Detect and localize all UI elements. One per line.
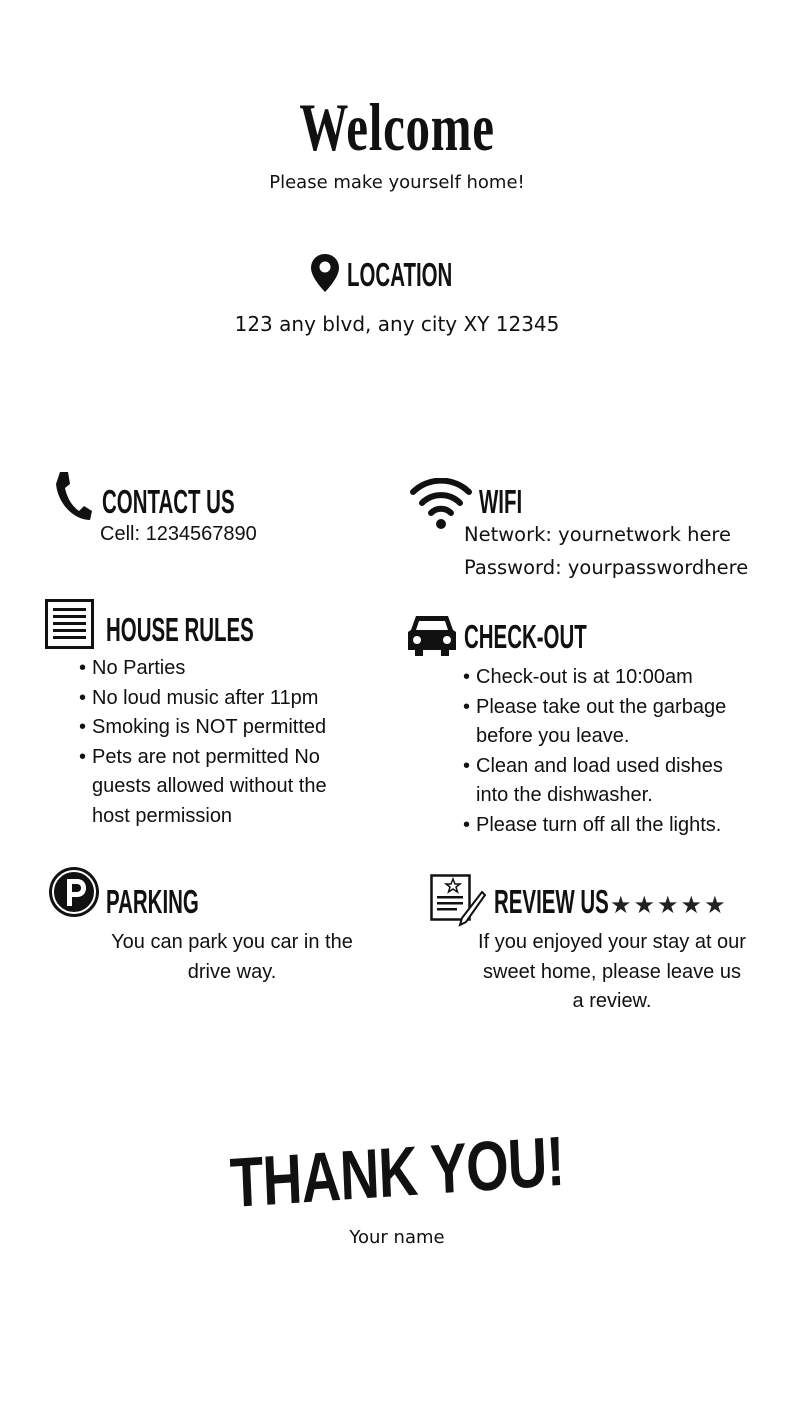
contact-heading: CONTACT US [102, 483, 235, 520]
parking-icon [48, 866, 100, 918]
page-title: Welcome [299, 89, 495, 165]
parking-heading: PARKING [106, 883, 199, 920]
star-icon: ★ [704, 892, 728, 919]
list-item: • No loud music after 11pm [79, 684, 364, 714]
thank-you-title: THANK YOU! [228, 1121, 566, 1223]
list-item: • Please take out the garbage before you leave. [463, 693, 753, 752]
location-heading: LOCATION [347, 256, 453, 293]
document-list-icon [45, 599, 94, 649]
parking-text: You can park you car in the drive way. [111, 931, 353, 983]
signature-name: Your name [349, 1227, 445, 1248]
wifi-network: Network: yournetwork here [464, 523, 732, 546]
phone-icon [54, 470, 94, 522]
star-icon: ★ [657, 892, 681, 919]
contact-cell: Cell: 1234567890 [100, 523, 257, 545]
house-rules-list [79, 654, 364, 831]
list-item: • Check-out is at 10:00am [463, 663, 753, 693]
wifi-heading: WIFI [479, 483, 523, 520]
list-item: • No Parties [79, 654, 364, 684]
tagline: Please make yourself home! [269, 172, 525, 193]
star-icon: ★ [610, 892, 634, 919]
map-pin-icon [310, 253, 340, 293]
review-form-icon [430, 874, 486, 928]
list-item: • Smoking is NOT permitted [79, 713, 364, 743]
list-item: • Pets are not permitted No guests allowed without the host permission [79, 743, 364, 832]
checkout-heading: CHECK-OUT [464, 618, 587, 655]
review-heading: REVIEW US [494, 883, 609, 920]
review-text: If you enjoyed your stay at our sweet home, please leave us a review. [478, 931, 746, 1012]
list-item: • Please turn off all the lights. [463, 811, 753, 841]
list-item: • Clean and load used dishes into the dishwasher. [463, 752, 753, 811]
wifi-password: Password: yourpasswordhere [464, 556, 749, 579]
checkout-list [463, 663, 753, 840]
star-icon: ★ [680, 892, 705, 919]
location-address: 123 any blvd, any city XY 12345 [234, 312, 560, 336]
wifi-icon [410, 478, 472, 530]
rating-stars [610, 891, 728, 920]
car-icon [406, 612, 458, 658]
star-icon: ★ [633, 892, 658, 919]
house-rules-heading: HOUSE RULES [106, 611, 254, 648]
